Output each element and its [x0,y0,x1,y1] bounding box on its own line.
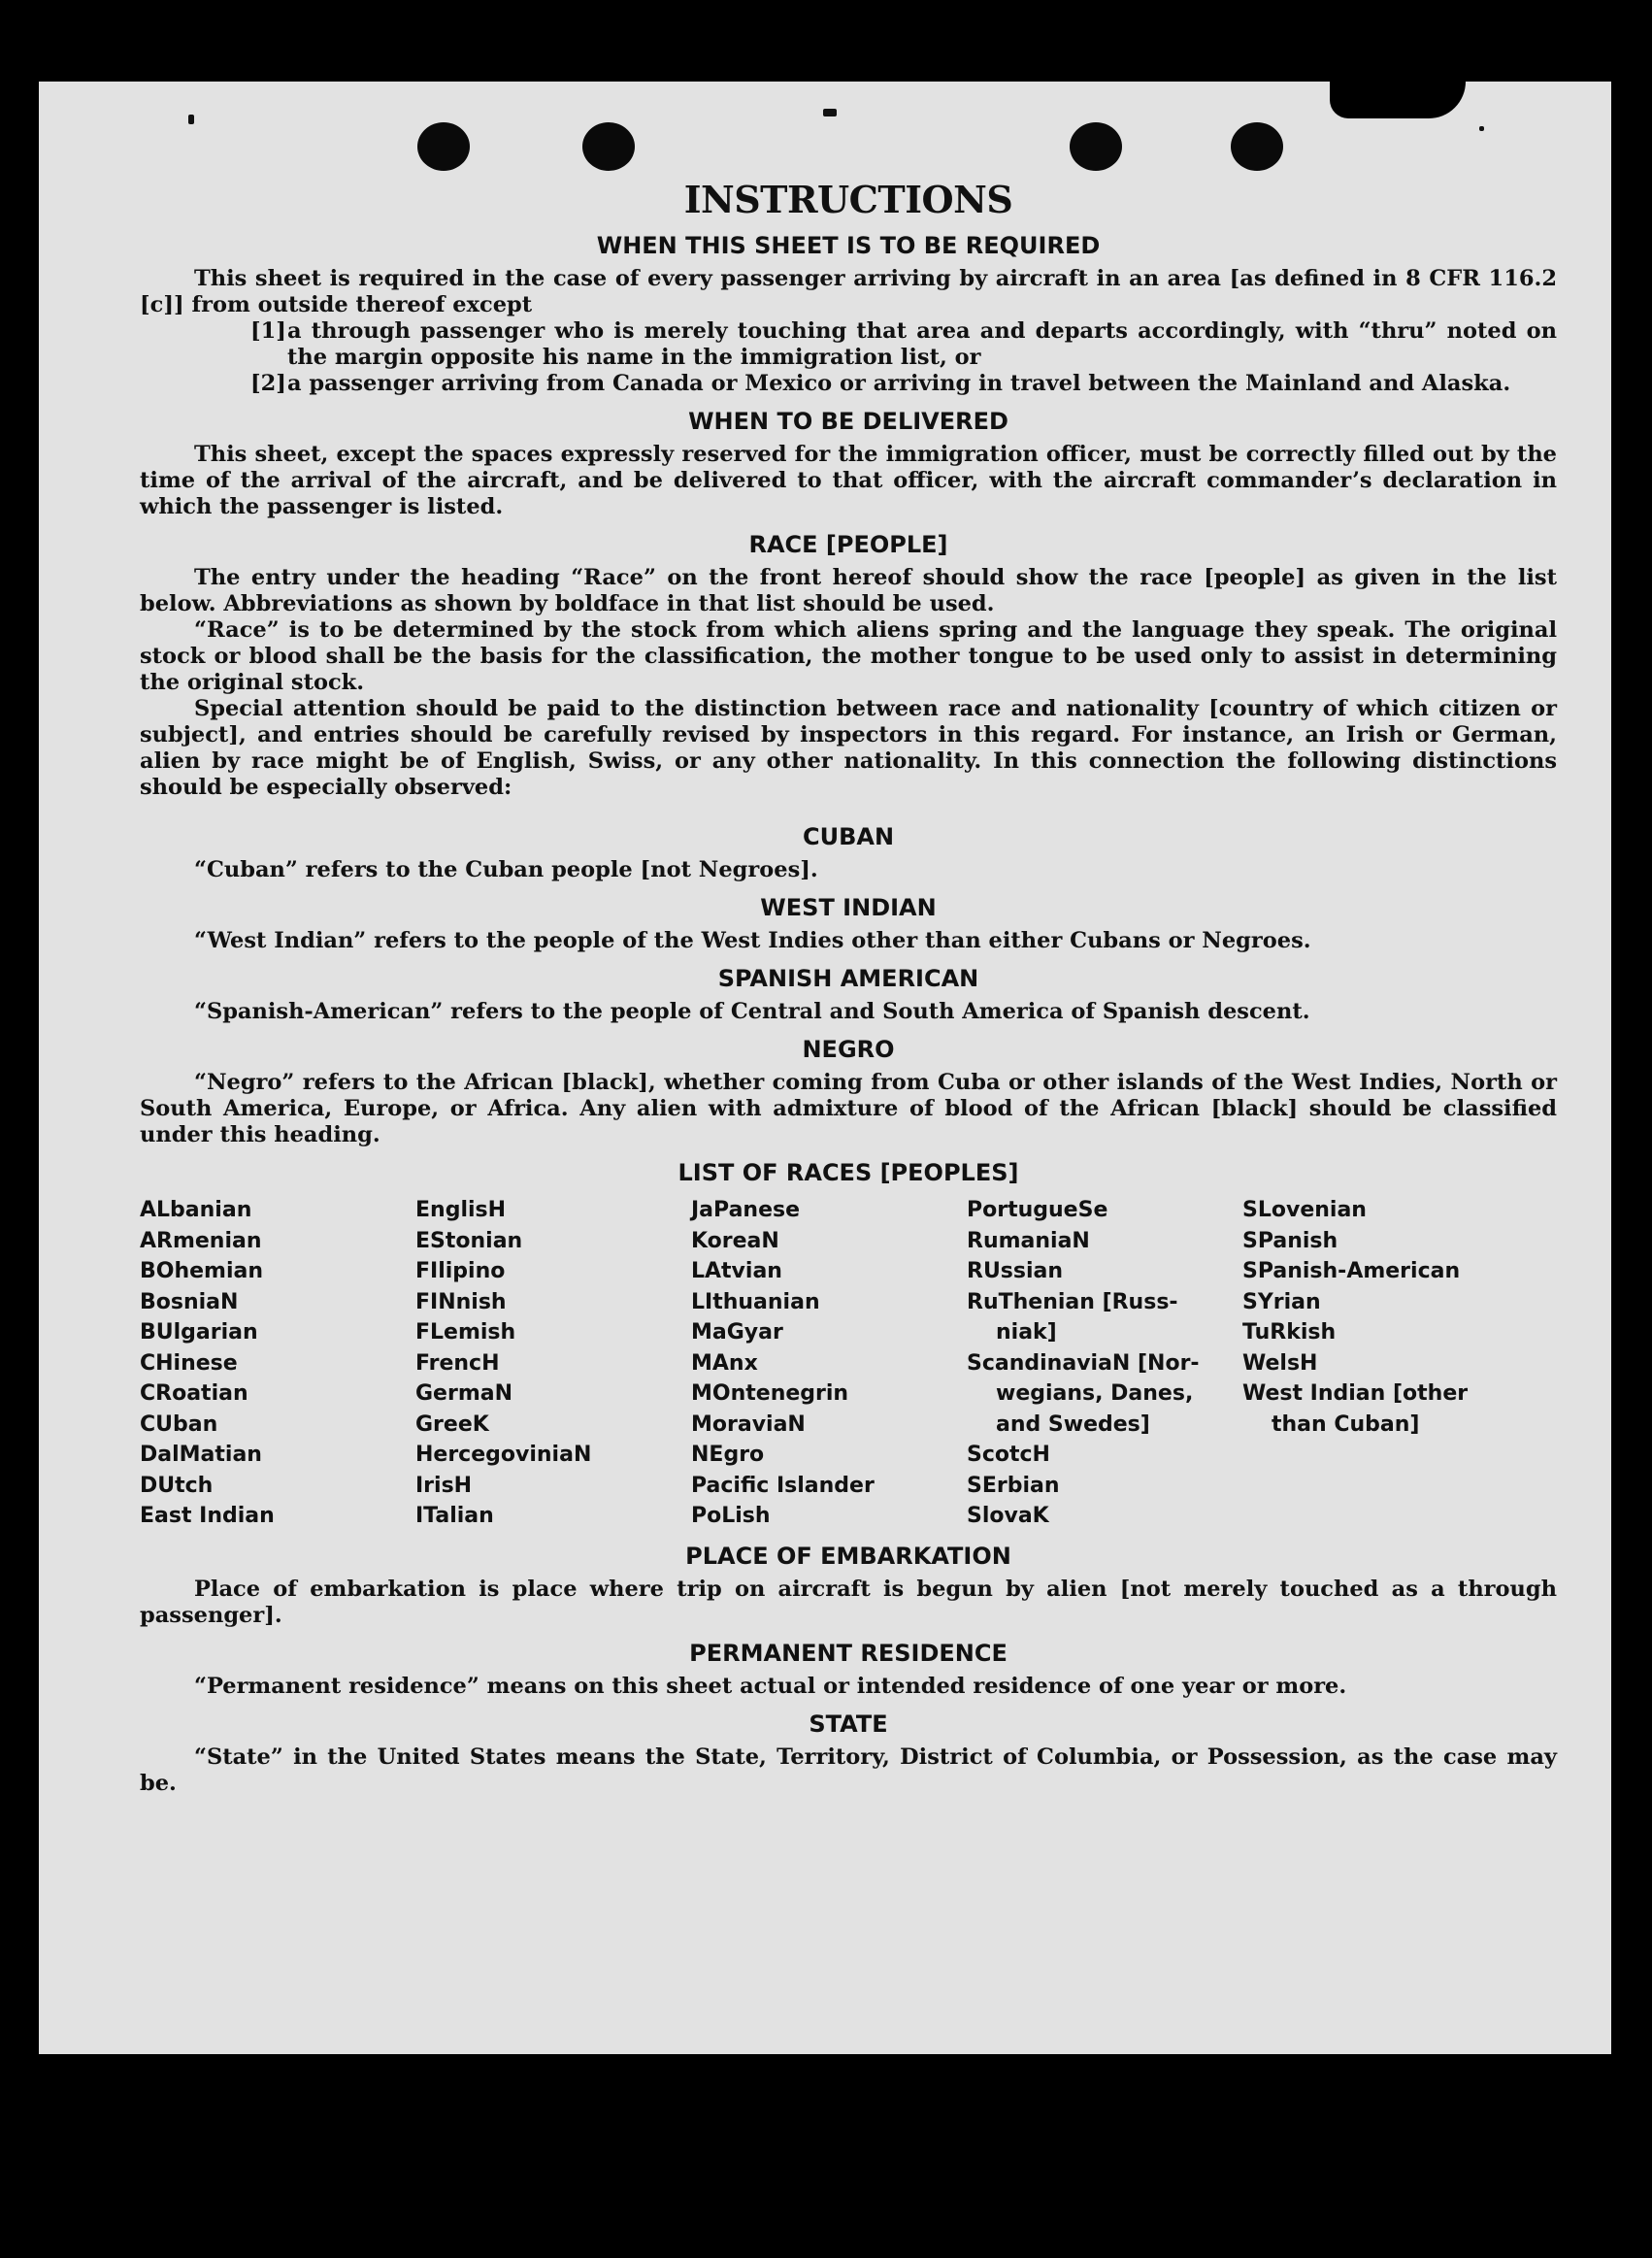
races-column [1242,1195,1518,1532]
residence-text: “Permanent residence” means on this sheet actual or intended residence of one year or more. [194,1673,1347,1699]
race-entry: PortugueSe [967,1198,1108,1222]
races-list [140,1195,1557,1532]
cuban-text: “Cuban” refers to the Cuban people [not Negroes]. [194,857,818,882]
negro-text: “Negro” refers to the African [black], whether coming from Cuba or other islands of the West Indies, North or South America, Europe, or Africa. Any alien with admixture of blood of the African [black] should be classified under this heading. [140,1070,1557,1147]
race-entry: WelsH [1242,1350,1318,1376]
heading-state: STATE [809,1710,888,1738]
race-entry: EnglisH [415,1198,507,1222]
item-number: [2] [250,371,286,396]
heading-west-indian: WEST INDIAN [760,894,937,921]
race-entry: ScandinaviaN [Nor- [967,1350,1200,1376]
page-title: INSTRUCTIONS [683,178,1013,221]
race-entry: wegians, Danes, [996,1381,1194,1406]
race-entry: GreeK [415,1411,489,1437]
race-entry: RumaniaN [967,1228,1090,1253]
races-column [691,1195,967,1532]
race-entry: NEgro [691,1443,765,1467]
race-entry: FIlipino [415,1259,506,1283]
race-entry: JaPanese [691,1198,801,1222]
race-entry: SErbian [967,1473,1060,1498]
race-entry: EStonian [415,1228,523,1253]
race-entry: HercegoviniaN [415,1443,592,1467]
race-entry: MOntenegrin [691,1381,849,1406]
race-paragraph-2: “Race” is to be determined by the stock from which aliens spring and the language they speak. The original stock or blood shall be the basis for the classification, the mother tongue to be used only to assist in determining the original stock. [140,617,1557,695]
race-entry: ScotcH [967,1443,1050,1467]
race-paragraph-1: The entry under the heading “Race” on the front hereof should show the race [people] as given in the list below. Abbreviations as shown by boldface in that list should be used. [140,565,1557,616]
race-entry: SPanish-American [1242,1259,1461,1283]
race-entry: East Indian [140,1504,275,1528]
punch-hole [417,122,470,171]
item-text: a passenger arriving from Canada or Mexico or arriving in travel between the Mainland and Alaska. [287,371,1511,396]
heading-cuban: CUBAN [802,823,895,850]
heading-spanish-american: SPANISH AMERICAN [717,965,979,992]
races-column [415,1195,691,1532]
race-entry: FrencH [415,1350,500,1376]
heading-embarkation: PLACE OF EMBARKATION [685,1542,1011,1570]
item-text: a through passenger who is merely touching that area and departs accordingly, with “thru” noted on the margin opposite his name in the immigration list, or [287,318,1557,370]
race-entry: KoreaN [691,1228,779,1253]
race-entry: MAnx [691,1350,758,1376]
punch-hole [582,122,635,171]
speck [188,115,194,124]
required-intro: This sheet is required in the case of every passenger arriving by aircraft in an area [as defined in 8 CFR 116.2 [c]] from outside thereof except [140,266,1557,317]
race-entry: PoLish [691,1504,771,1528]
race-entry: DalMatian [140,1443,262,1467]
race-entry: ITalian [415,1504,494,1528]
document-sheet [39,82,1611,2054]
document-content [140,179,1557,1797]
punch-hole [1070,122,1122,171]
race-entry: ALbanian [140,1198,252,1222]
race-paragraph-3: Special attention should be paid to the distinction between race and nationality [country of which citizen or subject], and entries should be carefully revised by inspectors in this regard. For instance, an Irish or German, alien by race might be of English, Swiss, or any other nationality. In this connection the following distinctions should be especially observed: [140,696,1557,800]
list-item [250,318,1557,371]
race-entry: LIthuanian [691,1289,820,1314]
state-text: “State” in the United States means the State, Territory, District of Columbia, or Possession, as the case may be. [140,1743,1557,1796]
race-entry: FLemish [415,1320,516,1345]
race-entry: SLovenian [1242,1198,1367,1222]
race-entry: CHinese [140,1350,238,1376]
races-column [140,1195,415,1532]
race-entry: ARmenian [140,1228,262,1253]
heading-race: RACE [PEOPLE] [748,531,948,558]
heading-list-of-races: LIST OF RACES [PEOPLES] [677,1159,1019,1186]
speck [1479,126,1484,131]
race-entry: than Cuban] [1272,1411,1420,1437]
race-entry: and Swedes] [996,1411,1150,1437]
races-column [967,1195,1242,1532]
race-entry: CUban [140,1411,218,1437]
spanish-american-text: “Spanish-American” refers to the people of Central and South America of Spanish descent. [194,999,1310,1024]
race-entry: GermaN [415,1381,513,1406]
heading-negro: NEGRO [802,1036,895,1063]
race-entry: CRoatian [140,1381,248,1406]
race-entry: FINnish [415,1289,507,1314]
list-item [250,371,1557,397]
race-entry: MaGyar [691,1320,783,1345]
race-entry: West Indian [other [1242,1381,1469,1406]
race-entry: BosniaN [140,1289,239,1314]
race-entry: RUssian [967,1259,1064,1283]
race-entry: BUlgarian [140,1320,258,1345]
embarkation-text: Place of embarkation is place where trip on aircraft is begun by alien [not merely touched as a through passenger]. [140,1576,1557,1628]
race-entry: Pacific Islander [691,1473,875,1498]
race-entry: LAtvian [691,1259,782,1283]
delivered-text: This sheet, except the spaces expressly reserved for the immigration officer, must be correctly filled out by the time of the arrival of the aircraft, and be delivered to that officer, with the aircraft commander’s declaration in which the passenger is listed. [140,442,1557,519]
race-entry: SPanish [1242,1228,1338,1253]
heading-required: WHEN THIS SHEET IS TO BE REQUIRED [596,232,1101,259]
punch-hole [1231,122,1283,171]
speck [823,109,837,116]
heading-delivered: WHEN TO BE DELIVERED [688,408,1008,435]
race-entry: BOhemian [140,1259,264,1283]
item-number: [1] [250,318,286,344]
race-entry: TuRkish [1242,1320,1337,1345]
race-entry: IrisH [415,1473,473,1498]
heading-residence: PERMANENT RESIDENCE [689,1639,1008,1667]
race-entry: RuThenian [Russ- [967,1289,1178,1314]
race-entry: niak] [996,1320,1057,1345]
race-entry: SlovaK [967,1504,1049,1528]
race-entry: MoraviaN [691,1411,806,1437]
race-entry: DUtch [140,1473,214,1498]
race-entry: SYrian [1242,1289,1321,1314]
west-indian-text: “West Indian” refers to the people of the West Indies other than either Cubans or Negroes. [194,928,1311,953]
